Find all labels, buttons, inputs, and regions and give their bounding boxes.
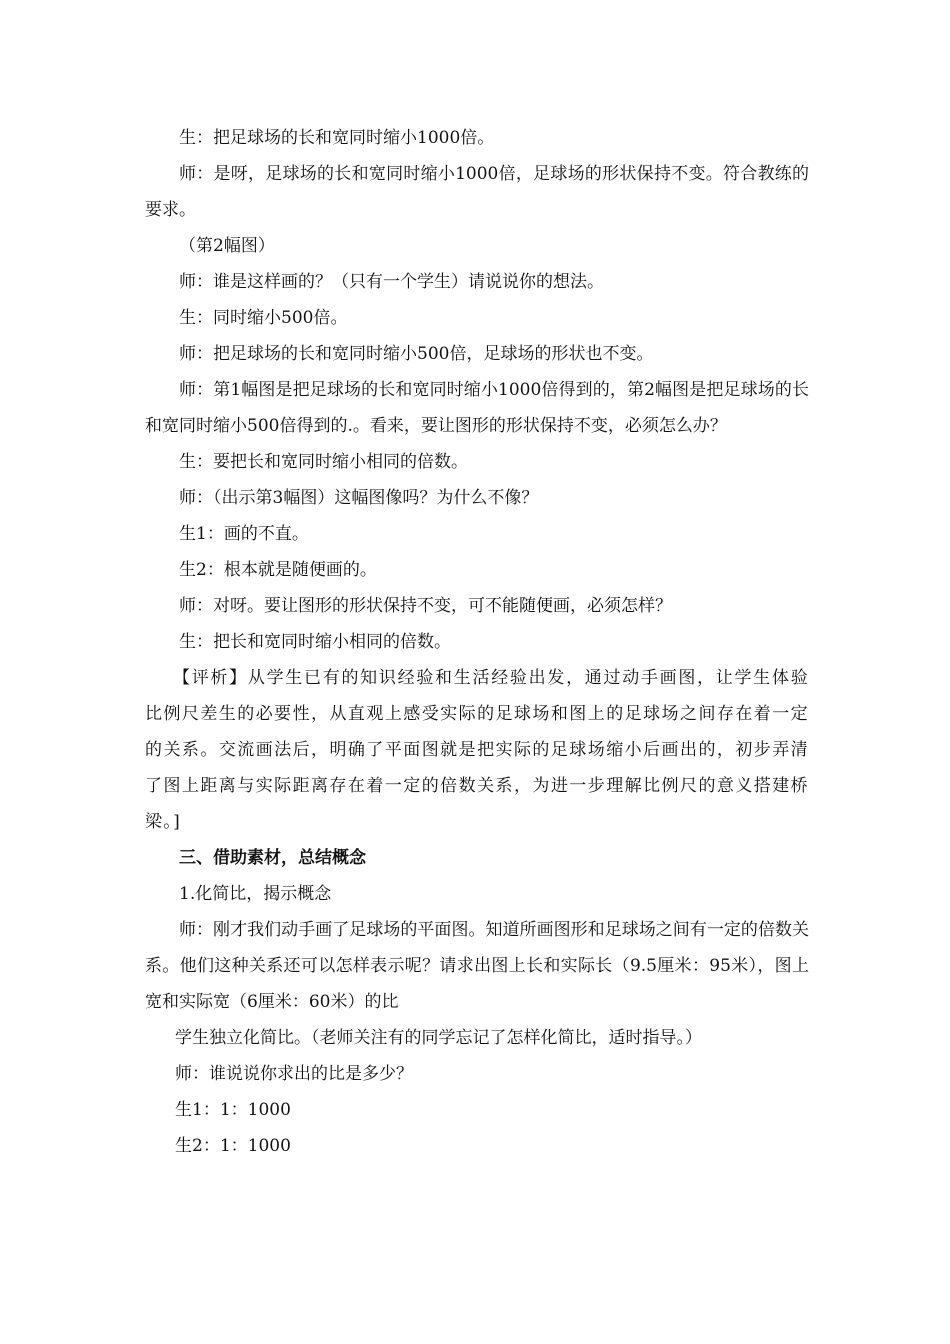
paragraph-review-comment: 【评析】从学生已有的知识经验和生活经验出发，通过动手画图，让学生体验比例尺差生的必要性，从直观上感受实际的足球场和图上的足球场之间存在着一定的关系。交流画法后，明确了平面图就是把实际的足球场缩小后画出的，初步弄清了图上距离与实际距离存在着一定的倍数关系，为进一步理解比例尺的意义搭建桥梁。] (145, 668, 809, 832)
paragraph-student-answer: 生：把长和宽同时缩小相同的倍数。 (179, 632, 451, 652)
paragraph-student-2: 生2：根本就是随便画的。 (179, 560, 377, 580)
paragraph-student-500: 生：同时缩小500倍。 (179, 308, 348, 328)
paragraph-teacher-how: 师：对呀。要让图形的形状保持不变，可不能随便画，必须怎样？ (179, 596, 672, 616)
paragraph-teacher-500: 师：把足球场的长和宽同时缩小500倍，足球场的形状也不变。 (179, 344, 654, 364)
paragraph-teacher-compare: 师：第1幅图是把足球场的长和宽同时缩小1000倍得到的，第2幅图是把足球场的长和宽同时缩小500倍得到的.。看来，要让图形的形状保持不变，必须怎么办？ (145, 380, 809, 436)
section-heading: 三、借助素材，总结概念 (179, 848, 366, 868)
subsection-heading: 1.化简比，揭示概念 (179, 884, 332, 904)
paragraph-student-simplify: 学生独立化简比。（老师关注有的同学忘记了怎样化简比，适时指导。） (175, 1028, 702, 1048)
paragraph-student-1-ratio: 生1：1：1000 (175, 1100, 291, 1120)
paragraph-teacher-confirm: 师：是呀，足球场的长和宽同时缩小1000倍，足球场的形状保持不变。符合教练的要求。 (145, 164, 809, 220)
paragraph-figure-2-label: （第2幅图） (179, 236, 275, 256)
paragraph-student-1: 生1：画的不直。 (179, 524, 309, 544)
paragraph-student-reply: 生：把足球场的长和宽同时缩小1000倍。 (179, 128, 495, 148)
document-body (145, 120, 809, 1164)
paragraph-teacher-question: 师：谁是这样画的？（只有一个学生）请说说你的想法。 (179, 272, 604, 292)
paragraph-teacher-ratio: 师：刚才我们动手画了足球场的平面图。知道所画图形和足球场之间有一定的倍数关系。他们这种关系还可以怎样表示呢？请求出图上长和实际长（9.5厘米：95米），图上宽和实际宽（6厘米：60米）的比 (145, 920, 809, 1012)
paragraph-student-2-ratio: 生2：1：1000 (175, 1136, 291, 1156)
paragraph-student-same-multiple: 生：要把长和宽同时缩小相同的倍数。 (179, 452, 468, 472)
paragraph-teacher-ask-ratio: 师：谁说说你求出的比是多少？ (175, 1064, 413, 1084)
paragraph-teacher-figure-3: 师：（出示第3幅图）这幅图像吗？为什么不像？ (179, 488, 539, 508)
